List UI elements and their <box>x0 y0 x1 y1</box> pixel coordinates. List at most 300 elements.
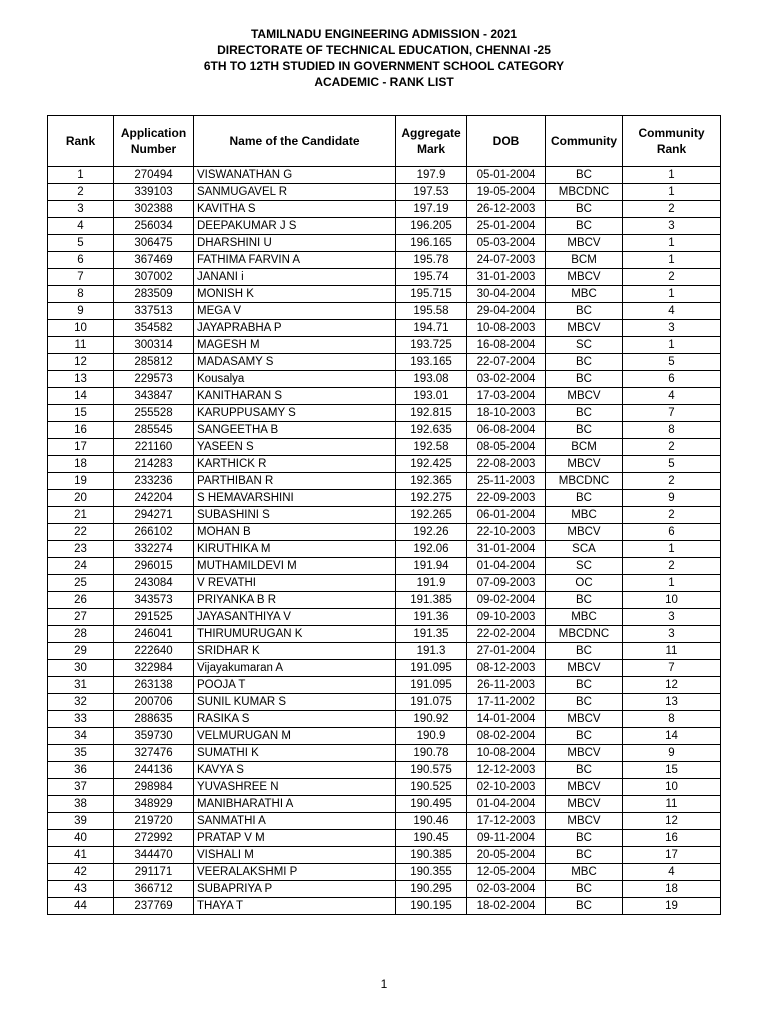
aggregate-mark-cell: 194.71 <box>396 320 467 337</box>
application-number-cell: 266102 <box>114 524 194 541</box>
rank-cell: 20 <box>48 490 114 507</box>
candidate-name-cell: MANIBHARATHI A <box>194 796 396 813</box>
aggregate-mark-cell: 190.92 <box>396 711 467 728</box>
application-number-cell: 291525 <box>114 609 194 626</box>
application-number-cell: 219720 <box>114 813 194 830</box>
community-cell: BC <box>546 490 623 507</box>
community-rank-cell: 8 <box>623 422 721 439</box>
table-row <box>48 745 721 762</box>
column-header-candidate-name: Name of the Candidate <box>194 116 396 167</box>
aggregate-mark-cell: 191.095 <box>396 677 467 694</box>
community-cell: BCM <box>546 252 623 269</box>
community-rank-cell: 12 <box>623 677 721 694</box>
aggregate-mark-cell: 195.78 <box>396 252 467 269</box>
candidate-name-cell: MOHAN B <box>194 524 396 541</box>
document-header <box>0 26 768 90</box>
candidate-name-cell: Vijayakumaran A <box>194 660 396 677</box>
aggregate-mark-cell: 190.525 <box>396 779 467 796</box>
rank-cell: 32 <box>48 694 114 711</box>
table-row <box>48 779 721 796</box>
table-row <box>48 269 721 286</box>
community-rank-cell: 1 <box>623 252 721 269</box>
community-cell: MBCV <box>546 779 623 796</box>
community-cell: MBC <box>546 864 623 881</box>
rank-cell: 30 <box>48 660 114 677</box>
community-rank-cell: 5 <box>623 354 721 371</box>
table-row <box>48 830 721 847</box>
rank-cell: 37 <box>48 779 114 796</box>
community-rank-cell: 19 <box>623 898 721 915</box>
community-rank-cell: 3 <box>623 626 721 643</box>
aggregate-mark-cell: 197.53 <box>396 184 467 201</box>
community-cell: BC <box>546 405 623 422</box>
application-number-cell: 343573 <box>114 592 194 609</box>
candidate-name-cell: SUNIL KUMAR S <box>194 694 396 711</box>
community-cell: BC <box>546 167 623 184</box>
community-rank-cell: 6 <box>623 371 721 388</box>
community-cell: MBCV <box>546 660 623 677</box>
table-row <box>48 847 721 864</box>
community-cell: SC <box>546 337 623 354</box>
candidate-name-cell: KAVYA S <box>194 762 396 779</box>
application-number-cell: 307002 <box>114 269 194 286</box>
aggregate-mark-cell: 193.725 <box>396 337 467 354</box>
header-line-1: TAMILNADU ENGINEERING ADMISSION - 2021 <box>250 27 518 41</box>
aggregate-mark-cell: 190.195 <box>396 898 467 915</box>
candidate-name-cell: MONISH K <box>194 286 396 303</box>
table-row <box>48 490 721 507</box>
dob-cell: 27-01-2004 <box>467 643 546 660</box>
candidate-name-cell: KAVITHA S <box>194 201 396 218</box>
candidate-name-cell: POOJA T <box>194 677 396 694</box>
rank-cell: 42 <box>48 864 114 881</box>
rank-cell: 24 <box>48 558 114 575</box>
community-rank-cell: 15 <box>623 762 721 779</box>
community-rank-cell: 3 <box>623 320 721 337</box>
application-number-cell: 233236 <box>114 473 194 490</box>
application-number-cell: 322984 <box>114 660 194 677</box>
community-cell: BC <box>546 762 623 779</box>
dob-cell: 25-11-2003 <box>467 473 546 490</box>
community-rank-cell: 1 <box>623 337 721 354</box>
dob-cell: 22-10-2003 <box>467 524 546 541</box>
rank-cell: 15 <box>48 405 114 422</box>
header-line-2: DIRECTORATE OF TECHNICAL EDUCATION, CHENNAI -25 <box>217 43 551 57</box>
community-cell: MBC <box>546 609 623 626</box>
table-row <box>48 422 721 439</box>
rank-cell: 41 <box>48 847 114 864</box>
application-number-cell: 300314 <box>114 337 194 354</box>
community-rank-cell: 1 <box>623 167 721 184</box>
community-cell: BC <box>546 898 623 915</box>
application-number-cell: 288635 <box>114 711 194 728</box>
column-header-aggregate-mark: Aggregate Mark <box>396 116 467 167</box>
table-row <box>48 643 721 660</box>
aggregate-mark-cell: 192.58 <box>396 439 467 456</box>
community-cell: MBCDNC <box>546 626 623 643</box>
dob-cell: 30-04-2004 <box>467 286 546 303</box>
rank-cell: 25 <box>48 575 114 592</box>
aggregate-mark-cell: 190.385 <box>396 847 467 864</box>
table-row <box>48 235 721 252</box>
candidate-name-cell: THAYA T <box>194 898 396 915</box>
candidate-name-cell: JAYASANTHIYA V <box>194 609 396 626</box>
dob-cell: 18-10-2003 <box>467 405 546 422</box>
dob-cell: 31-01-2004 <box>467 541 546 558</box>
community-cell: BC <box>546 592 623 609</box>
aggregate-mark-cell: 191.075 <box>396 694 467 711</box>
application-number-cell: 366712 <box>114 881 194 898</box>
candidate-name-cell: MEGA V <box>194 303 396 320</box>
community-rank-cell: 13 <box>623 694 721 711</box>
community-rank-cell: 7 <box>623 405 721 422</box>
candidate-name-cell: YASEEN S <box>194 439 396 456</box>
aggregate-mark-cell: 196.165 <box>396 235 467 252</box>
rank-cell: 11 <box>48 337 114 354</box>
dob-cell: 26-12-2003 <box>467 201 546 218</box>
column-header-community: Community <box>546 116 623 167</box>
aggregate-mark-cell: 190.355 <box>396 864 467 881</box>
rank-cell: 35 <box>48 745 114 762</box>
dob-cell: 29-04-2004 <box>467 303 546 320</box>
community-rank-cell: 3 <box>623 218 721 235</box>
table-row <box>48 388 721 405</box>
rank-cell: 9 <box>48 303 114 320</box>
community-rank-cell: 1 <box>623 235 721 252</box>
aggregate-mark-cell: 192.365 <box>396 473 467 490</box>
aggregate-mark-cell: 190.46 <box>396 813 467 830</box>
application-number-cell: 263138 <box>114 677 194 694</box>
dob-cell: 10-08-2004 <box>467 745 546 762</box>
dob-cell: 17-03-2004 <box>467 388 546 405</box>
dob-cell: 10-08-2003 <box>467 320 546 337</box>
dob-cell: 05-03-2004 <box>467 235 546 252</box>
rank-cell: 2 <box>48 184 114 201</box>
aggregate-mark-cell: 190.295 <box>396 881 467 898</box>
table-row <box>48 762 721 779</box>
dob-cell: 22-07-2004 <box>467 354 546 371</box>
application-number-cell: 359730 <box>114 728 194 745</box>
dob-cell: 17-11-2002 <box>467 694 546 711</box>
dob-cell: 09-02-2004 <box>467 592 546 609</box>
community-rank-cell: 10 <box>623 592 721 609</box>
application-number-cell: 354582 <box>114 320 194 337</box>
community-rank-cell: 2 <box>623 473 721 490</box>
candidate-name-cell: MUTHAMILDEVI M <box>194 558 396 575</box>
candidate-name-cell: VEERALAKSHMI P <box>194 864 396 881</box>
candidate-name-cell: DHARSHINI U <box>194 235 396 252</box>
candidate-name-cell: SANMATHI A <box>194 813 396 830</box>
table-row <box>48 354 721 371</box>
table-row <box>48 252 721 269</box>
application-number-cell: 296015 <box>114 558 194 575</box>
aggregate-mark-cell: 191.385 <box>396 592 467 609</box>
community-cell: MBCV <box>546 235 623 252</box>
dob-cell: 02-03-2004 <box>467 881 546 898</box>
candidate-name-cell: SUMATHI K <box>194 745 396 762</box>
community-cell: SC <box>546 558 623 575</box>
table-header-row <box>48 116 721 167</box>
dob-cell: 01-04-2004 <box>467 796 546 813</box>
application-number-cell: 294271 <box>114 507 194 524</box>
candidate-name-cell: PRATAP V M <box>194 830 396 847</box>
dob-cell: 17-12-2003 <box>467 813 546 830</box>
community-rank-cell: 3 <box>623 609 721 626</box>
application-number-cell: 332274 <box>114 541 194 558</box>
rank-cell: 13 <box>48 371 114 388</box>
table-row <box>48 575 721 592</box>
community-rank-cell: 2 <box>623 269 721 286</box>
aggregate-mark-cell: 192.275 <box>396 490 467 507</box>
table-body <box>48 167 721 915</box>
community-rank-cell: 17 <box>623 847 721 864</box>
rank-cell: 3 <box>48 201 114 218</box>
candidate-name-cell: PARTHIBAN R <box>194 473 396 490</box>
table-row <box>48 184 721 201</box>
rank-cell: 33 <box>48 711 114 728</box>
aggregate-mark-cell: 192.26 <box>396 524 467 541</box>
community-cell: MBC <box>546 286 623 303</box>
candidate-name-cell: KARUPPUSAMY S <box>194 405 396 422</box>
table-row <box>48 677 721 694</box>
column-header-community-rank: Community Rank <box>623 116 721 167</box>
table-row <box>48 694 721 711</box>
candidate-name-cell: PRIYANKA B R <box>194 592 396 609</box>
aggregate-mark-cell: 192.06 <box>396 541 467 558</box>
dob-cell: 01-04-2004 <box>467 558 546 575</box>
application-number-cell: 221160 <box>114 439 194 456</box>
community-cell: OC <box>546 575 623 592</box>
community-cell: BCM <box>546 439 623 456</box>
rank-cell: 5 <box>48 235 114 252</box>
table-row <box>48 864 721 881</box>
table-row <box>48 541 721 558</box>
dob-cell: 31-01-2003 <box>467 269 546 286</box>
application-number-cell: 327476 <box>114 745 194 762</box>
aggregate-mark-cell: 191.35 <box>396 626 467 643</box>
rank-cell: 29 <box>48 643 114 660</box>
community-rank-cell: 1 <box>623 575 721 592</box>
dob-cell: 07-09-2003 <box>467 575 546 592</box>
dob-cell: 22-09-2003 <box>467 490 546 507</box>
dob-cell: 05-01-2004 <box>467 167 546 184</box>
candidate-name-cell: THIRUMURUGAN K <box>194 626 396 643</box>
application-number-cell: 200706 <box>114 694 194 711</box>
candidate-name-cell: KANITHARAN S <box>194 388 396 405</box>
rank-cell: 39 <box>48 813 114 830</box>
application-number-cell: 283509 <box>114 286 194 303</box>
rank-cell: 7 <box>48 269 114 286</box>
header-line-3: 6TH TO 12TH STUDIED IN GOVERNMENT SCHOOL CATEGORY <box>203 59 565 73</box>
aggregate-mark-cell: 190.495 <box>396 796 467 813</box>
aggregate-mark-cell: 191.3 <box>396 643 467 660</box>
dob-cell: 25-01-2004 <box>467 218 546 235</box>
table-row <box>48 609 721 626</box>
community-cell: BC <box>546 422 623 439</box>
community-cell: BC <box>546 218 623 235</box>
table-row <box>48 473 721 490</box>
application-number-cell: 367469 <box>114 252 194 269</box>
community-cell: MBC <box>546 507 623 524</box>
community-rank-cell: 14 <box>623 728 721 745</box>
table-row <box>48 507 721 524</box>
rank-cell: 22 <box>48 524 114 541</box>
community-cell: MBCV <box>546 796 623 813</box>
application-number-cell: 285545 <box>114 422 194 439</box>
rank-cell: 34 <box>48 728 114 745</box>
community-cell: MBCV <box>546 456 623 473</box>
aggregate-mark-cell: 193.08 <box>396 371 467 388</box>
dob-cell: 14-01-2004 <box>467 711 546 728</box>
community-cell: MBCV <box>546 524 623 541</box>
rank-cell: 17 <box>48 439 114 456</box>
candidate-name-cell: KIRUTHIKA M <box>194 541 396 558</box>
rank-cell: 1 <box>48 167 114 184</box>
aggregate-mark-cell: 191.9 <box>396 575 467 592</box>
rank-cell: 12 <box>48 354 114 371</box>
rank-cell: 6 <box>48 252 114 269</box>
community-cell: BC <box>546 643 623 660</box>
aggregate-mark-cell: 192.425 <box>396 456 467 473</box>
table-row <box>48 881 721 898</box>
aggregate-mark-cell: 193.165 <box>396 354 467 371</box>
rank-list-table <box>47 115 721 915</box>
aggregate-mark-cell: 192.265 <box>396 507 467 524</box>
application-number-cell: 291171 <box>114 864 194 881</box>
community-rank-cell: 16 <box>623 830 721 847</box>
application-number-cell: 348929 <box>114 796 194 813</box>
application-number-cell: 222640 <box>114 643 194 660</box>
table-row <box>48 813 721 830</box>
application-number-cell: 214283 <box>114 456 194 473</box>
community-rank-cell: 11 <box>623 643 721 660</box>
rank-cell: 43 <box>48 881 114 898</box>
community-cell: MBCV <box>546 320 623 337</box>
rank-cell: 10 <box>48 320 114 337</box>
aggregate-mark-cell: 191.36 <box>396 609 467 626</box>
community-rank-cell: 4 <box>623 864 721 881</box>
candidate-name-cell: V REVATHI <box>194 575 396 592</box>
community-rank-cell: 2 <box>623 439 721 456</box>
community-rank-cell: 9 <box>623 490 721 507</box>
candidate-name-cell: SANMUGAVEL R <box>194 184 396 201</box>
community-rank-cell: 1 <box>623 184 721 201</box>
candidate-name-cell: YUVASHREE N <box>194 779 396 796</box>
application-number-cell: 242204 <box>114 490 194 507</box>
application-number-cell: 246041 <box>114 626 194 643</box>
table-row <box>48 660 721 677</box>
aggregate-mark-cell: 197.19 <box>396 201 467 218</box>
community-cell: BC <box>546 354 623 371</box>
table-row <box>48 524 721 541</box>
table-row <box>48 371 721 388</box>
community-rank-cell: 5 <box>623 456 721 473</box>
dob-cell: 26-11-2003 <box>467 677 546 694</box>
rank-cell: 31 <box>48 677 114 694</box>
community-cell: MBCV <box>546 711 623 728</box>
community-cell: BC <box>546 728 623 745</box>
community-rank-cell: 9 <box>623 745 721 762</box>
table-row <box>48 711 721 728</box>
candidate-name-cell: SRIDHAR K <box>194 643 396 660</box>
rank-cell: 4 <box>48 218 114 235</box>
community-cell: MBCDNC <box>546 184 623 201</box>
candidate-name-cell: VISWANATHAN G <box>194 167 396 184</box>
community-rank-cell: 2 <box>623 507 721 524</box>
aggregate-mark-cell: 191.095 <box>396 660 467 677</box>
table-row <box>48 728 721 745</box>
candidate-name-cell: SUBASHINI S <box>194 507 396 524</box>
community-rank-cell: 2 <box>623 201 721 218</box>
rank-cell: 36 <box>48 762 114 779</box>
dob-cell: 12-05-2004 <box>467 864 546 881</box>
dob-cell: 24-07-2003 <box>467 252 546 269</box>
aggregate-mark-cell: 195.715 <box>396 286 467 303</box>
community-rank-cell: 2 <box>623 558 721 575</box>
candidate-name-cell: Kousalya <box>194 371 396 388</box>
community-cell: BC <box>546 371 623 388</box>
community-cell: BC <box>546 303 623 320</box>
community-rank-cell: 18 <box>623 881 721 898</box>
community-cell: SCA <box>546 541 623 558</box>
candidate-name-cell: S HEMAVARSHINI <box>194 490 396 507</box>
rank-cell: 26 <box>48 592 114 609</box>
candidate-name-cell: DEEPAKUMAR J S <box>194 218 396 235</box>
application-number-cell: 306475 <box>114 235 194 252</box>
application-number-cell: 339103 <box>114 184 194 201</box>
community-cell: BC <box>546 847 623 864</box>
candidate-name-cell: SUBAPRIYA P <box>194 881 396 898</box>
community-rank-cell: 12 <box>623 813 721 830</box>
table-row <box>48 303 721 320</box>
dob-cell: 08-02-2004 <box>467 728 546 745</box>
rank-cell: 21 <box>48 507 114 524</box>
application-number-cell: 270494 <box>114 167 194 184</box>
community-cell: MBCV <box>546 813 623 830</box>
dob-cell: 02-10-2003 <box>467 779 546 796</box>
candidate-name-cell: FATHIMA FARVIN A <box>194 252 396 269</box>
dob-cell: 09-11-2004 <box>467 830 546 847</box>
column-header-dob: DOB <box>467 116 546 167</box>
aggregate-mark-cell: 196.205 <box>396 218 467 235</box>
page-number: 1 <box>380 977 388 991</box>
table-row <box>48 456 721 473</box>
community-rank-cell: 7 <box>623 660 721 677</box>
rank-cell: 44 <box>48 898 114 915</box>
dob-cell: 22-02-2004 <box>467 626 546 643</box>
table-row <box>48 320 721 337</box>
table-row <box>48 286 721 303</box>
aggregate-mark-cell: 192.635 <box>396 422 467 439</box>
community-cell: BC <box>546 201 623 218</box>
table-row <box>48 592 721 609</box>
application-number-cell: 256034 <box>114 218 194 235</box>
application-number-cell: 244136 <box>114 762 194 779</box>
application-number-cell: 302388 <box>114 201 194 218</box>
application-number-cell: 272992 <box>114 830 194 847</box>
dob-cell: 16-08-2004 <box>467 337 546 354</box>
community-rank-cell: 4 <box>623 388 721 405</box>
dob-cell: 08-05-2004 <box>467 439 546 456</box>
rank-cell: 8 <box>48 286 114 303</box>
dob-cell: 06-08-2004 <box>467 422 546 439</box>
table-row <box>48 218 721 235</box>
aggregate-mark-cell: 195.58 <box>396 303 467 320</box>
community-rank-cell: 1 <box>623 541 721 558</box>
application-number-cell: 337513 <box>114 303 194 320</box>
table-row <box>48 337 721 354</box>
application-number-cell: 255528 <box>114 405 194 422</box>
